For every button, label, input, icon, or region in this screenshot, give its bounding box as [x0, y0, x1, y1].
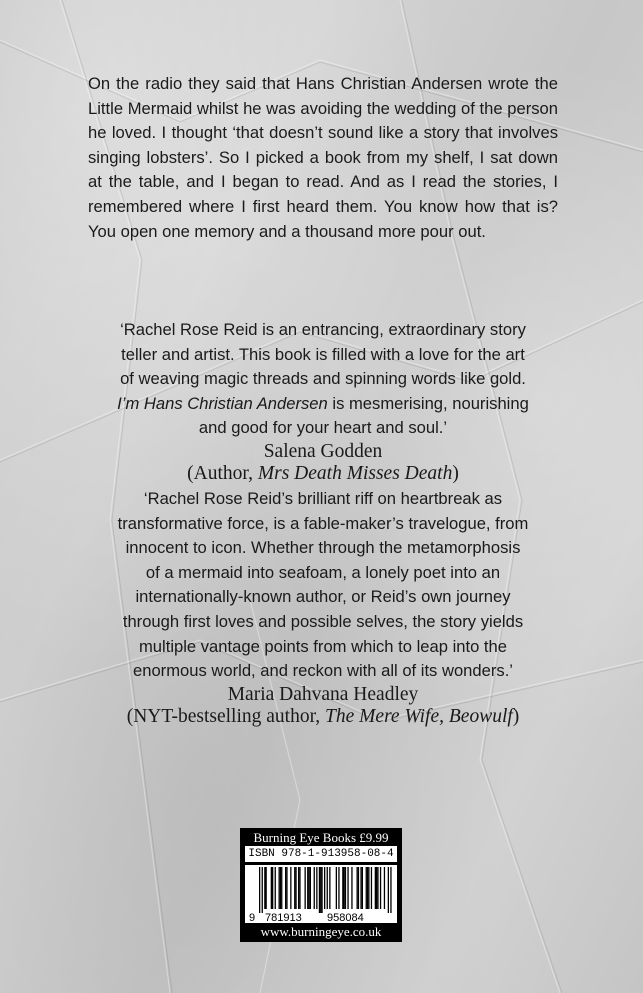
barcode-bar — [280, 867, 281, 909]
quote-line: enormous world, and reckon with all of its wonders.’ — [133, 661, 513, 681]
barcode-bar — [388, 867, 389, 913]
barcode-bar — [314, 867, 315, 909]
barcode-bar — [327, 867, 328, 909]
barcode-digits-left: 781913 — [265, 912, 302, 923]
barcode-bar — [290, 867, 291, 909]
quote-line: transformative force, is a fable-maker’s travelogue, from — [117, 513, 529, 533]
quote-line: ‘Rachel Rose Reid’s brilliant riff on heartbreak as — [143, 489, 503, 508]
barcode-bar — [286, 867, 287, 909]
barcode-bar — [342, 867, 343, 909]
barcode-digits-right: 958084 — [327, 912, 364, 923]
barcode-bar — [279, 867, 280, 909]
barcode-bar — [371, 867, 372, 909]
barcode — [245, 865, 397, 923]
barcode-bar — [272, 867, 273, 909]
barcode-panel — [240, 828, 402, 942]
barcode-bar — [275, 867, 276, 909]
quote-line: innocent to icon. Whether through the metamorphosis — [125, 538, 521, 558]
barcode-bar — [357, 867, 358, 909]
barcode-bar — [262, 867, 263, 913]
barcode-bar — [338, 867, 339, 909]
barcode-bar — [298, 867, 299, 909]
publisher-website: www.burningeye.co.uk — [260, 924, 382, 939]
barcode-bar — [319, 867, 320, 913]
endorsement-maria-dahvana-headley — [88, 487, 558, 728]
barcode-bar — [266, 867, 267, 909]
barcode-bar — [380, 867, 381, 909]
isbn-number: ISBN 978-1-913958-08-4 — [245, 846, 397, 862]
barcode-bar — [384, 867, 385, 909]
publisher-price: Burning Eye Books £9.99 — [253, 830, 389, 845]
barcode-bar — [362, 867, 363, 909]
barcode-bar — [294, 867, 295, 909]
barcode-bar — [305, 867, 306, 909]
endorsement-credit: (Author, Mrs Death Misses Death) — [187, 462, 459, 484]
quote-line: of weaving magic threads and spinning words like gold. — [120, 369, 526, 389]
quote-line: through first loves and possible selves, the story yields — [122, 611, 524, 631]
barcode-bar — [366, 867, 367, 909]
barcode-bar — [321, 867, 322, 913]
barcode-bar — [336, 867, 337, 909]
barcode-bar — [347, 867, 348, 909]
barcode-bar — [351, 867, 352, 909]
back-cover-blurb — [88, 72, 558, 244]
endorsement-author: Maria Dahvana Headley — [227, 683, 419, 705]
quote-line: multiple vantage points from which to leap into the — [138, 636, 508, 656]
endorsement-text — [88, 487, 558, 684]
barcode-bar — [324, 867, 325, 909]
book-title-italic: I’m Hans Christian Andersen — [117, 393, 328, 413]
quote-line: ‘Rachel Rose Reid is an entrancing, extraordinary story — [120, 320, 526, 339]
quote-line: and good for your heart and soul.’ — [198, 418, 448, 438]
barcode-bar — [345, 867, 346, 909]
barcode-bars — [245, 865, 397, 923]
blurb-paragraph: On the radio they said that Hans Christian Andersen wrote the Little Mermaid whilst he was avoiding the wedding of the person he loved. I thought ‘that doesn’t sound like a story that involves singing lobsters’. So I picked a book from my shelf, I sat down at the table, and I began to read. And as I read the stories, I remembered where I first heard them. You know how that is? You open one memory and a thousand more pour out. — [88, 74, 558, 241]
quote-line: of a mermaid into seafoam, a lonely poet into an — [145, 562, 501, 582]
barcode-bar — [360, 867, 361, 909]
barcode-bar — [377, 867, 378, 909]
barcode-bar — [281, 867, 282, 909]
endorsement-text — [88, 318, 558, 441]
endorsement-salena-godden — [88, 318, 558, 485]
endorsement-credit: (NYT-bestselling author, The Mere Wife, Beowulf) — [126, 705, 520, 727]
barcode-bar — [368, 867, 369, 909]
barcode-bar — [295, 867, 296, 909]
barcode-bar — [310, 867, 311, 909]
barcode-bar — [320, 867, 321, 913]
quote-line: teller and artist. This book is filled with a love for the art — [121, 344, 525, 364]
barcode-bar — [344, 867, 345, 909]
barcode-bar — [390, 867, 391, 913]
barcode-bar — [259, 867, 260, 913]
barcode-bar — [307, 867, 308, 909]
barcode-bar — [375, 867, 376, 909]
endorsement-author: Salena Godden — [263, 440, 383, 462]
barcode-digit-first: 9 — [249, 912, 256, 923]
barcode-bar — [376, 867, 377, 909]
barcode-bar — [285, 867, 286, 909]
barcode-bar — [329, 867, 330, 909]
barcode-bar — [367, 867, 368, 909]
quote-line: internationally-known author, or Reid’s own journey — [135, 587, 511, 607]
barcode-bar — [308, 867, 309, 909]
barcode-bar — [264, 867, 265, 909]
barcode-bar — [271, 867, 272, 909]
barcode-bar — [358, 867, 359, 909]
barcode-bar — [316, 867, 317, 909]
quote-line: I’m Hans Christian Andersen is mesmerising, nourishing — [117, 393, 529, 413]
barcode-bar — [299, 867, 300, 909]
